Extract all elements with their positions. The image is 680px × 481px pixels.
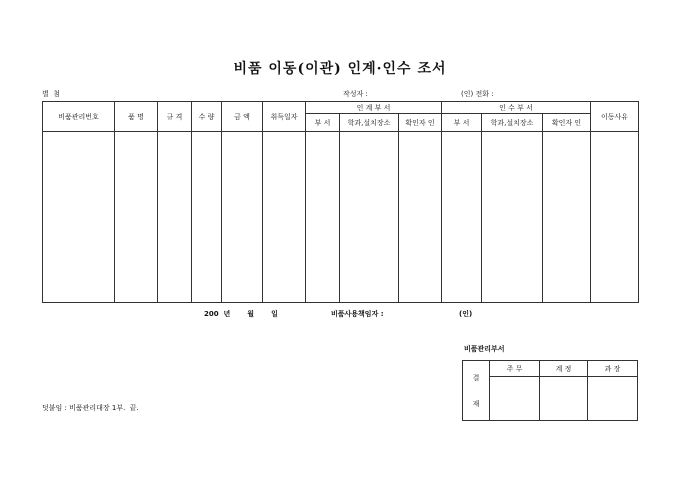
approval-sign-account[interactable] [540,377,588,421]
header-acquisition-date: 취득일자 [263,102,306,132]
seal-phone-label: (인) 전화 : [461,90,494,98]
header-receive-dept-group: 인 수 부 서 [442,102,591,114]
header-spec: 규 격 [158,102,192,132]
approval-col-manager: 과 장 [588,361,638,377]
header-asset-no: 비품관리번호 [43,102,115,132]
cell-receive-confirmer[interactable] [543,132,591,303]
writer-label: 작성자 : [343,90,368,98]
header-amount: 금 액 [222,102,263,132]
cell-reason[interactable] [591,132,639,303]
approval-side-bottom: 재 [472,399,480,408]
cell-amount[interactable] [222,132,263,303]
header-receive-location: 학과,설치장소 [482,114,543,132]
cell-transfer-confirmer[interactable] [399,132,442,303]
document-title: 비품 이동(이관) 인계·인수 조서 [233,61,447,77]
header-transfer-location: 학과,설치장소 [340,114,399,132]
approval-table [462,360,638,421]
cell-asset-no[interactable] [43,132,115,303]
approval-sign-staff[interactable] [490,377,540,421]
approval-side-label [463,361,490,421]
footer-responsible-label: 비품사용책임자 : [331,310,384,318]
transfer-table [42,101,639,303]
cell-receive-dept[interactable] [442,132,482,303]
cell-receive-location[interactable] [482,132,543,303]
header-quantity: 수 량 [192,102,222,132]
cell-transfer-location[interactable] [340,132,399,303]
header-transfer-confirmer: 확인자 인 [399,114,442,132]
cell-item-name[interactable] [115,132,158,303]
footer-seal: (인) [459,310,473,318]
attachment-label: 별 첨 [42,90,60,98]
cell-transfer-dept[interactable] [306,132,340,303]
header-transfer-dept: 부 서 [306,114,340,132]
approval-sign-manager[interactable] [588,377,638,421]
cell-acquisition-date[interactable] [263,132,306,303]
cell-quantity[interactable] [192,132,222,303]
attached-note: 덧붙임 : 비품관리대장 1부. 끝. [42,404,139,412]
header-receive-dept: 부 서 [442,114,482,132]
approval-col-staff: 주 무 [490,361,540,377]
header-receive-confirmer: 확인자 인 [543,114,591,132]
header-item-name: 품 명 [115,102,158,132]
footer-date: 200 년 월 일 [204,310,278,318]
table-row [43,132,639,303]
header-transfer-dept-group: 인 계 부 서 [306,102,442,114]
approval-dept-label: 비품관리부서 [464,345,505,353]
cell-spec[interactable] [158,132,192,303]
approval-col-account: 계 정 [540,361,588,377]
approval-side-top: 결 [472,373,480,382]
header-reason: 이동사유 [591,102,639,132]
